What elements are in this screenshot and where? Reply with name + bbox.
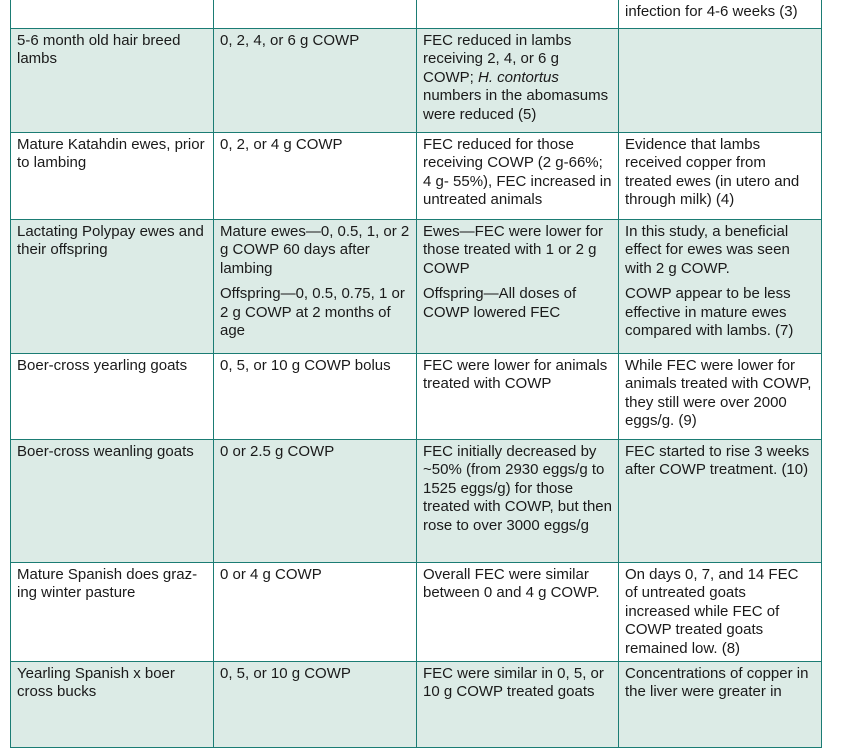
result-cell [417,220,619,354]
treatment-cell: 0, 5, or 10 g COWP bolus [214,354,417,440]
treatment-cell: 0 or 4 g COWP [214,563,417,662]
species-name: H. contortus [478,68,559,86]
treatment-cell: 0 or 2.5 g COWP [214,440,417,563]
treatment-cell: 0, 2, or 4 g COWP [214,133,417,220]
table-row [11,662,822,748]
result-cell: Overall FEC were similar between 0 and 4 g COWP. [417,563,619,662]
result-cell [417,29,619,133]
comments-cell [619,29,822,133]
animal-cell: Mature Spanish does graz-ing winter pasture [11,563,214,662]
result-offspring: Offspring—All doses of COWP lowered FEC [423,285,577,321]
treatment-cell: 0, 5, or 10 g COWP [214,662,417,748]
treatment-ewes: Mature ewes—0, 0.5, 1, or 2 g COWP 60 days after lambing [220,223,410,277]
comments-ewes: In this study, a beneficial effect for ewes was seen with 2 g COWP. [625,223,790,277]
treatment-cell: 0, 2, 4, or 6 g COWP [214,29,417,133]
comments-cell: Evidence that lambs received copper from treated ewes (in utero and through milk) (4) [619,133,822,220]
comments-cell [619,220,822,354]
animal-cell [11,0,214,29]
result-cell: FEC initially decreased by ~50% (from 2930 eggs/g to 1525 eggs/g) for those treated with COWP, but then rose to over 3000 eggs/g [417,440,619,563]
comments-text: infection for 4-6 weeks (3) [625,2,798,20]
table-row [11,29,822,133]
comments-cell: While FEC were lower for animals treated with COWP, they still were over 2000 eggs/g. (9) [619,354,822,440]
animal-cell: 5-6 month old hair breed lambs [11,29,214,133]
comments-cell: On days 0, 7, and 14 FEC of untreated goats increased while FEC of COWP treated goats remained low. (8) [619,563,822,662]
result-ewes: Ewes—FEC were lower for those treated with 1 or 2 g COWP [423,223,604,277]
comments-cell: FEC started to rise 3 weeks after COWP treatment. (10) [619,440,822,563]
animal-cell: Lactating Polypay ewes and their offspring [11,220,214,354]
animal-cell: Boer-cross weanling goats [11,440,214,563]
comments-efficacy: COWP appear to be less effective in mature ewes compared with lambs. (7) [625,285,794,340]
result-cell: FEC reduced for those receiving COWP (2 g-66%; 4 g- 55%), FEC increased in untreated animals [417,133,619,220]
animal-cell: Yearling Spanish x boer cross bucks [11,662,214,748]
result-text: FEC reduced in lambs receiving 2, 4, or 6 g COWP; [423,32,572,86]
table-row [11,220,822,354]
result-cell [417,0,619,29]
table-row [11,0,822,29]
cowp-study-table [10,0,822,748]
treatment-cell [214,220,417,354]
table-row [11,133,822,220]
result-text-cont: numbers in the abomasums were reduced (5) [423,87,609,123]
animal-cell: Boer-cross yearling goats [11,354,214,440]
result-cell: FEC were lower for animals treated with COWP [417,354,619,440]
table-row [11,563,822,662]
comments-cell: Concentrations of copper in the liver were greater in [619,662,822,748]
table-row [11,440,822,563]
animal-cell: Mature Katahdin ewes, prior to lambing [11,133,214,220]
treatment-offspring: Offspring—0, 0.5, 0.75, 1 or 2 g COWP at 2 months of age [220,285,405,340]
comments-cell [619,0,822,29]
result-cell: FEC were similar in 0, 5, or 10 g COWP treated goats [417,662,619,748]
table-row [11,354,822,440]
treatment-cell [214,0,417,29]
